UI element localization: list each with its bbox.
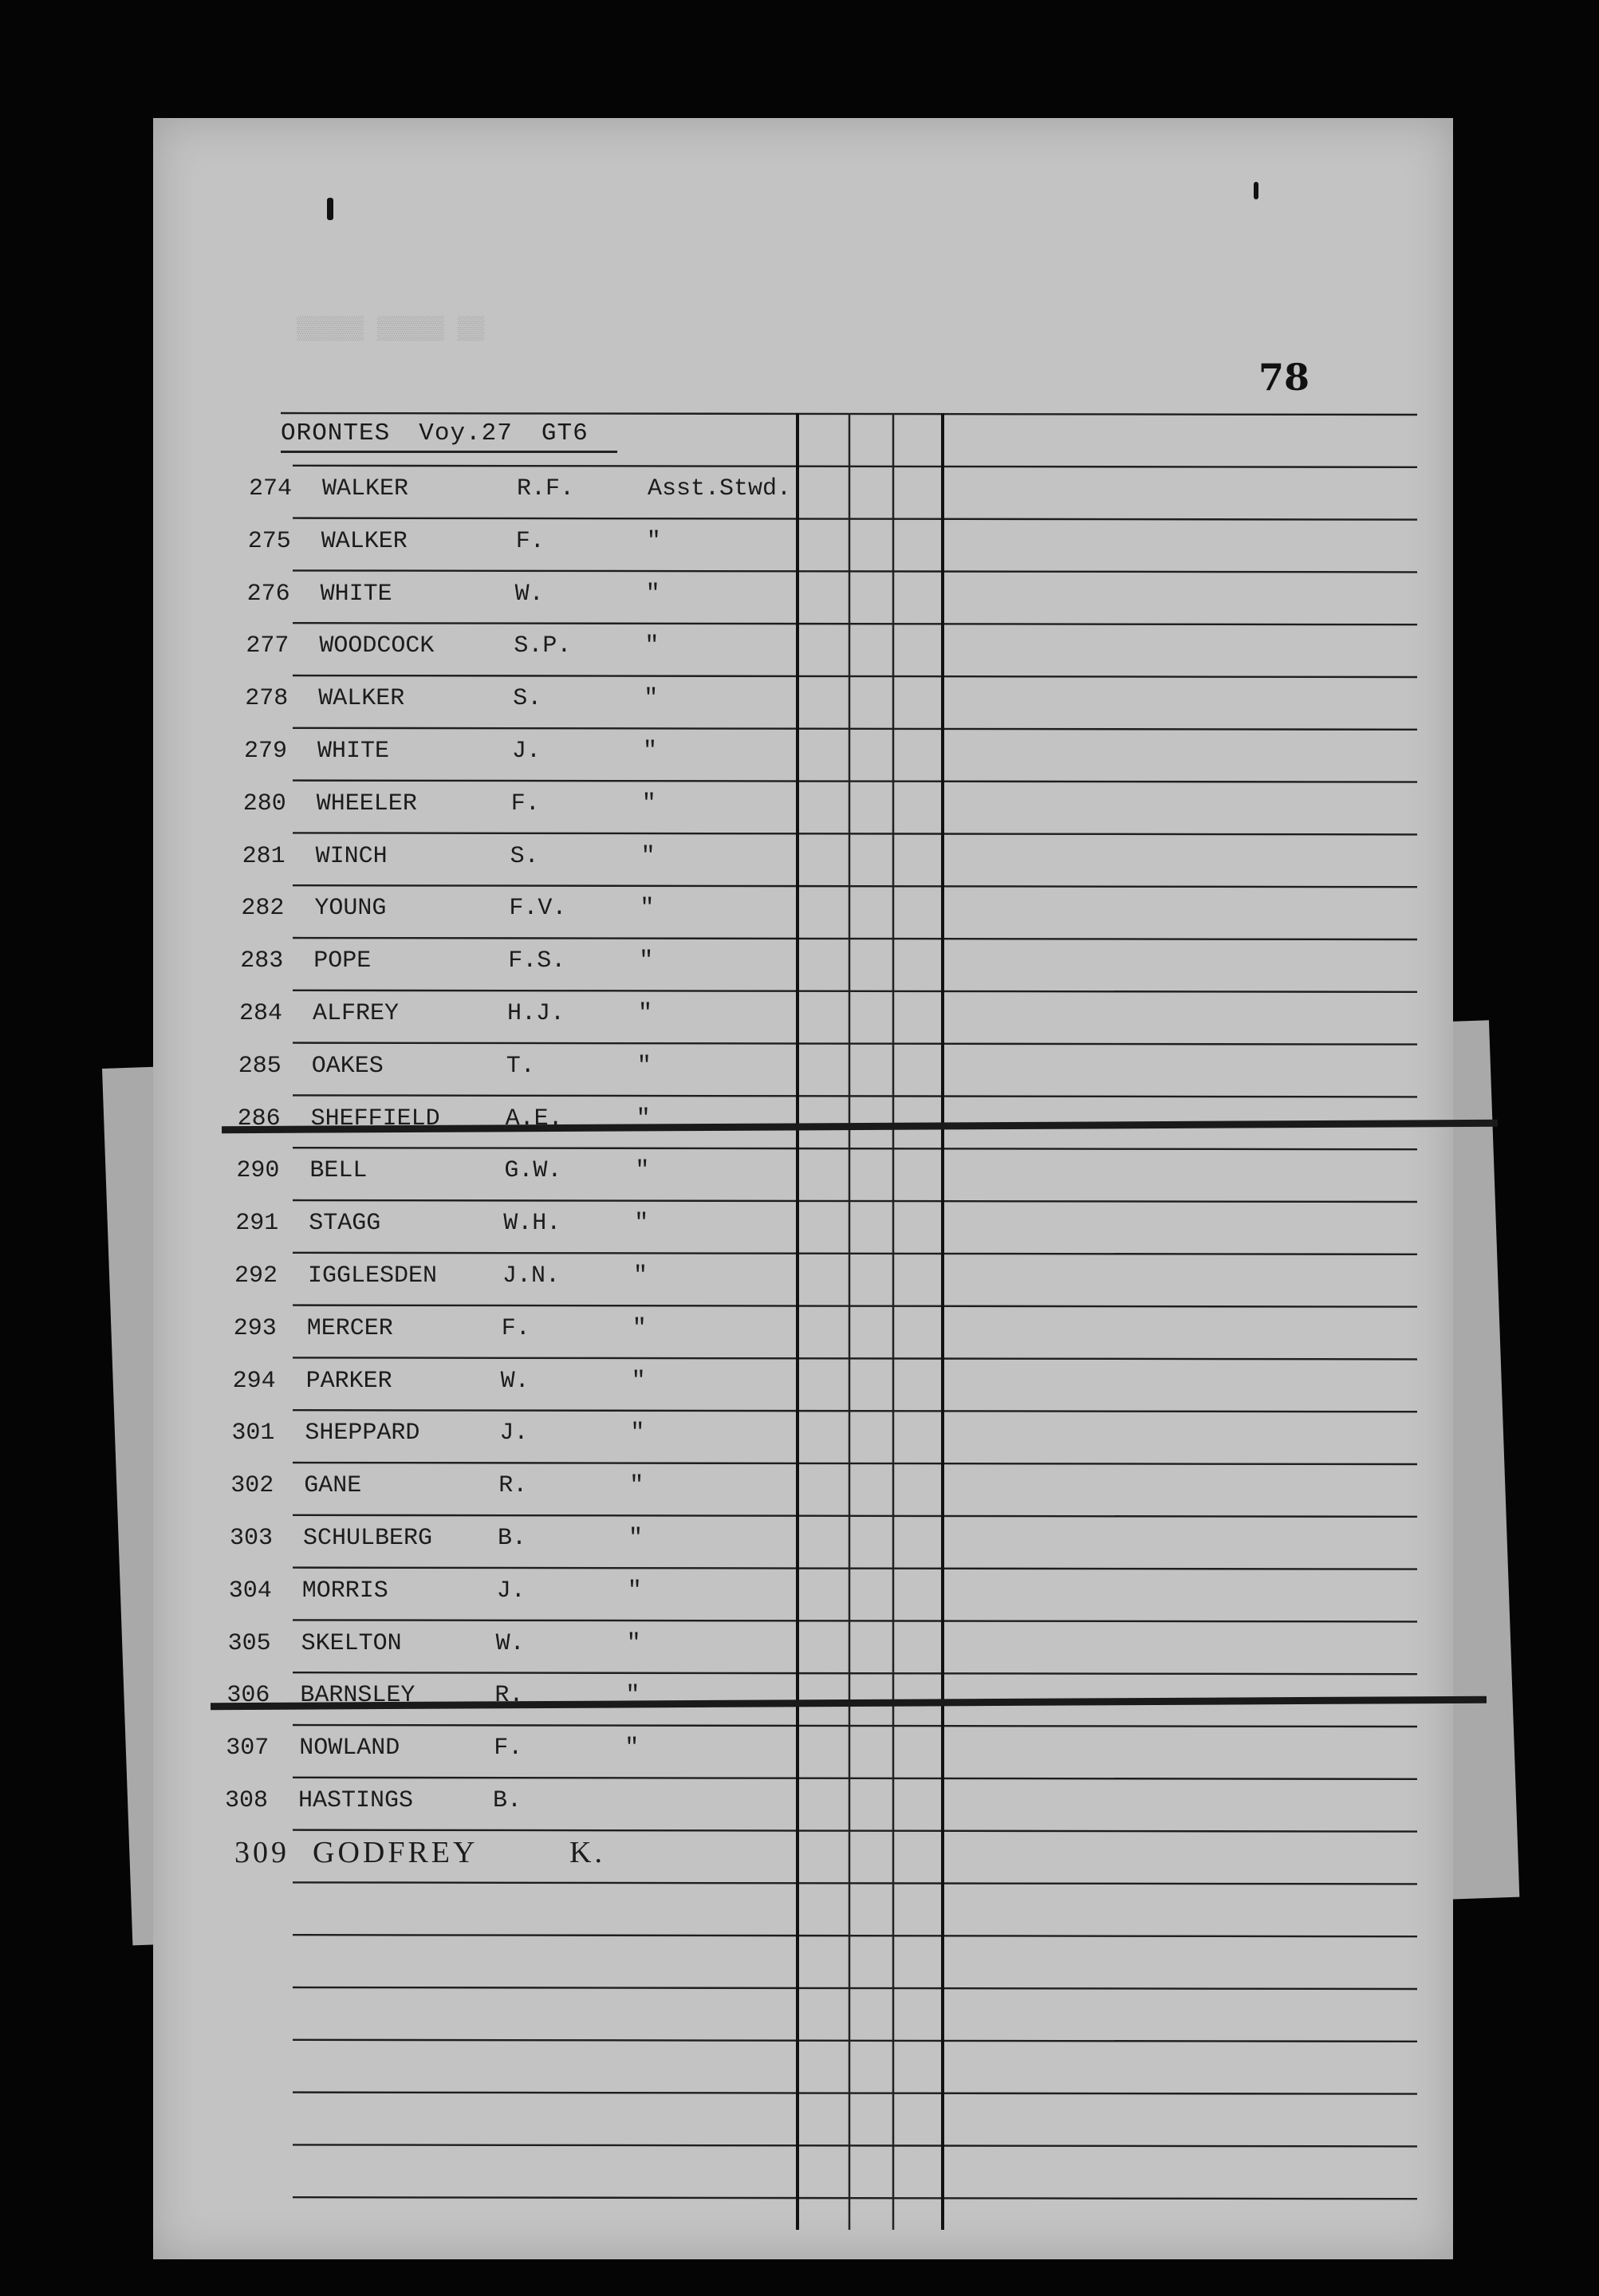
crew-initials: J.N. [502,1262,561,1290]
crew-number: 281 [242,842,286,870]
crew-initials: J. [512,738,542,765]
crew-surname: YOUNG [314,895,387,923]
crew-number: 282 [241,895,285,923]
crew-initials: F.V. [509,895,567,923]
ruled-line [293,466,1417,467]
crew-rating: " [630,1420,645,1447]
ruled-line [293,518,1417,520]
crew-number: 286 [237,1105,281,1132]
bleed-through-text: ▒▒▒▒▒ ▒▒▒▒▒ ▒▒ [297,317,485,342]
ruled-line [293,1778,1417,1779]
crew-surname: WALKER [321,527,408,555]
crew-rating: " [625,1682,640,1710]
crew-initials: A.E. [505,1105,563,1132]
crew-rating: " [629,1472,644,1500]
crew-number: 278 [245,685,289,713]
crew-surname: WALKER [322,475,409,502]
crew-rating: " [628,1525,644,1552]
crew-initials: F. [510,790,540,817]
crew-surname: MERCER [306,1314,393,1342]
crew-number: 274 [249,475,293,502]
ledger-page [153,118,1453,2259]
crew-number: 301 [231,1420,275,1447]
ruled-line [293,2093,1417,2094]
crew-surname: GODFREY [313,1835,479,1869]
crew-initials: H.J. [507,1000,565,1027]
ruled-line [293,623,1417,624]
ruled-line [293,1830,1417,1832]
crew-surname: HASTINGS [298,1787,414,1814]
crew-initials: R. [498,1472,528,1500]
crew-surname: SCHULBERG [303,1525,433,1552]
crew-initials: K. [569,1835,605,1869]
crew-number: 291 [235,1210,279,1238]
ruled-line [293,1253,1417,1254]
page-number: 78 [1258,356,1310,399]
crew-initials: W. [514,580,544,608]
crew-number: 308 [225,1787,269,1814]
crew-rating: " [641,790,656,817]
crew-number: 277 [246,632,289,660]
crew-rating: " [626,1629,641,1657]
crew-initials: S. [513,685,542,713]
ruled-line [293,728,1417,730]
crew-surname: SHEFFIELD [310,1105,440,1132]
crew-rating: " [643,738,658,765]
crew-rating: " [636,1105,651,1132]
ledger-header [281,419,617,453]
crew-initials: G.W. [504,1157,562,1185]
crew-rating: " [636,1052,652,1080]
crew-initials: S. [510,842,539,870]
crew-number: 290 [236,1157,280,1185]
ruled-line [293,885,1417,887]
crew-surname: IGGLESDEN [308,1262,438,1290]
crew-surname: POPE [313,947,372,975]
crew-rating: " [645,580,660,608]
ruled-line [293,1882,1417,1884]
crew-rating: " [644,632,660,660]
ruled-line [293,990,1417,992]
crew-rating: " [640,842,656,870]
ruled-line [293,1725,1417,1727]
crew-number: 304 [228,1577,272,1605]
crew-surname: ALFREY [313,1000,400,1027]
ship-name: ORONTES [281,419,391,447]
ruled-line [293,1357,1417,1359]
crew-initials: W.H. [503,1210,561,1238]
ink-mark [1254,182,1258,199]
crew-rating: " [632,1314,647,1342]
crew-rating: " [624,1735,640,1762]
crew-surname: SHEPPARD [305,1420,420,1447]
ruled-line [293,2040,1417,2042]
crew-number: 293 [233,1314,277,1342]
crew-surname: WHEELER [316,790,417,817]
ruled-line [293,570,1417,572]
crew-initials: R. [494,1682,524,1710]
crew-initials: W. [495,1629,525,1657]
crew-initials: B. [493,1787,522,1814]
crew-rating: " [635,1157,650,1185]
ruled-line [293,1568,1417,1569]
ruled-line [293,1463,1417,1464]
ruled-line [293,1672,1417,1674]
crew-number: 294 [232,1367,276,1395]
ruled-line [293,675,1417,677]
crew-initials: J. [499,1420,529,1447]
crew-surname: BARNSLEY [300,1682,416,1710]
crew-initials: W. [500,1367,530,1395]
ink-mark [327,198,333,220]
ruled-line [293,1515,1417,1517]
crew-surname: MORRIS [301,1577,388,1605]
crew-number: 284 [239,1000,283,1027]
crew-initials: T. [506,1052,535,1080]
crew-surname: WHITE [320,580,392,608]
crew-surname: WOODCOCK [319,632,435,660]
crew-rating: " [644,685,659,713]
crew-surname: GANE [304,1472,362,1500]
ruled-line [293,1200,1417,1202]
ruled-line [293,1095,1417,1097]
crew-initials: J. [496,1577,526,1605]
crew-initials: F. [494,1735,523,1762]
crew-initials: F. [501,1314,530,1342]
crew-number: 292 [234,1262,278,1290]
crew-rating: " [640,895,655,923]
ruled-line [293,1306,1417,1307]
crew-rating: " [631,1367,646,1395]
crew-rating: " [633,1262,648,1290]
crew-initials: F. [515,527,545,555]
crew-surname: STAGG [309,1210,381,1238]
ruled-line [293,1620,1417,1621]
ruled-line [293,1148,1417,1149]
crew-number: 275 [247,527,291,555]
crew-number: 283 [240,947,284,975]
crew-number: 305 [227,1629,271,1657]
ruled-line [293,1043,1417,1045]
ruled-line [293,833,1417,834]
crew-rating: Asst.Stwd. [648,475,792,502]
ruled-line [293,938,1417,939]
crew-surname: WHITE [317,738,390,765]
crew-initials: F.S. [508,947,566,975]
ship-code: GT6 [541,419,589,447]
crew-surname: WALKER [318,685,405,713]
crew-number: 307 [226,1735,270,1762]
crew-rating: " [638,1000,653,1027]
crew-number: 303 [230,1525,274,1552]
crew-number: 309 [234,1835,289,1869]
crew-surname: PARKER [305,1367,392,1395]
ruled-line [293,2144,1417,2146]
ruled-line [293,1935,1417,1936]
crew-number: 280 [242,790,286,817]
crew-surname: SKELTON [301,1629,402,1657]
crew-rating: " [646,527,661,555]
ruled-line [293,1410,1417,1412]
crew-number: 285 [238,1052,282,1080]
crew-surname: WINCH [315,842,388,870]
crew-initials: S.P. [514,632,572,660]
ruled-line [293,1987,1417,1989]
crew-surname: BELL [309,1157,368,1185]
ruled-line [293,2197,1417,2199]
crew-rating: " [627,1577,642,1605]
crew-initials: B. [498,1525,527,1552]
voyage-number: Voy.27 [419,419,513,447]
crew-number: 306 [226,1682,270,1710]
crew-initials: R.F. [517,475,575,502]
ruled-line [293,781,1417,782]
crew-surname: NOWLAND [299,1735,400,1762]
crew-rating: " [634,1210,649,1238]
crew-number: 302 [230,1472,274,1500]
crew-number: 276 [246,580,290,608]
crew-number: 279 [244,738,288,765]
crew-surname: OAKES [311,1052,384,1080]
crew-rating: " [639,947,654,975]
